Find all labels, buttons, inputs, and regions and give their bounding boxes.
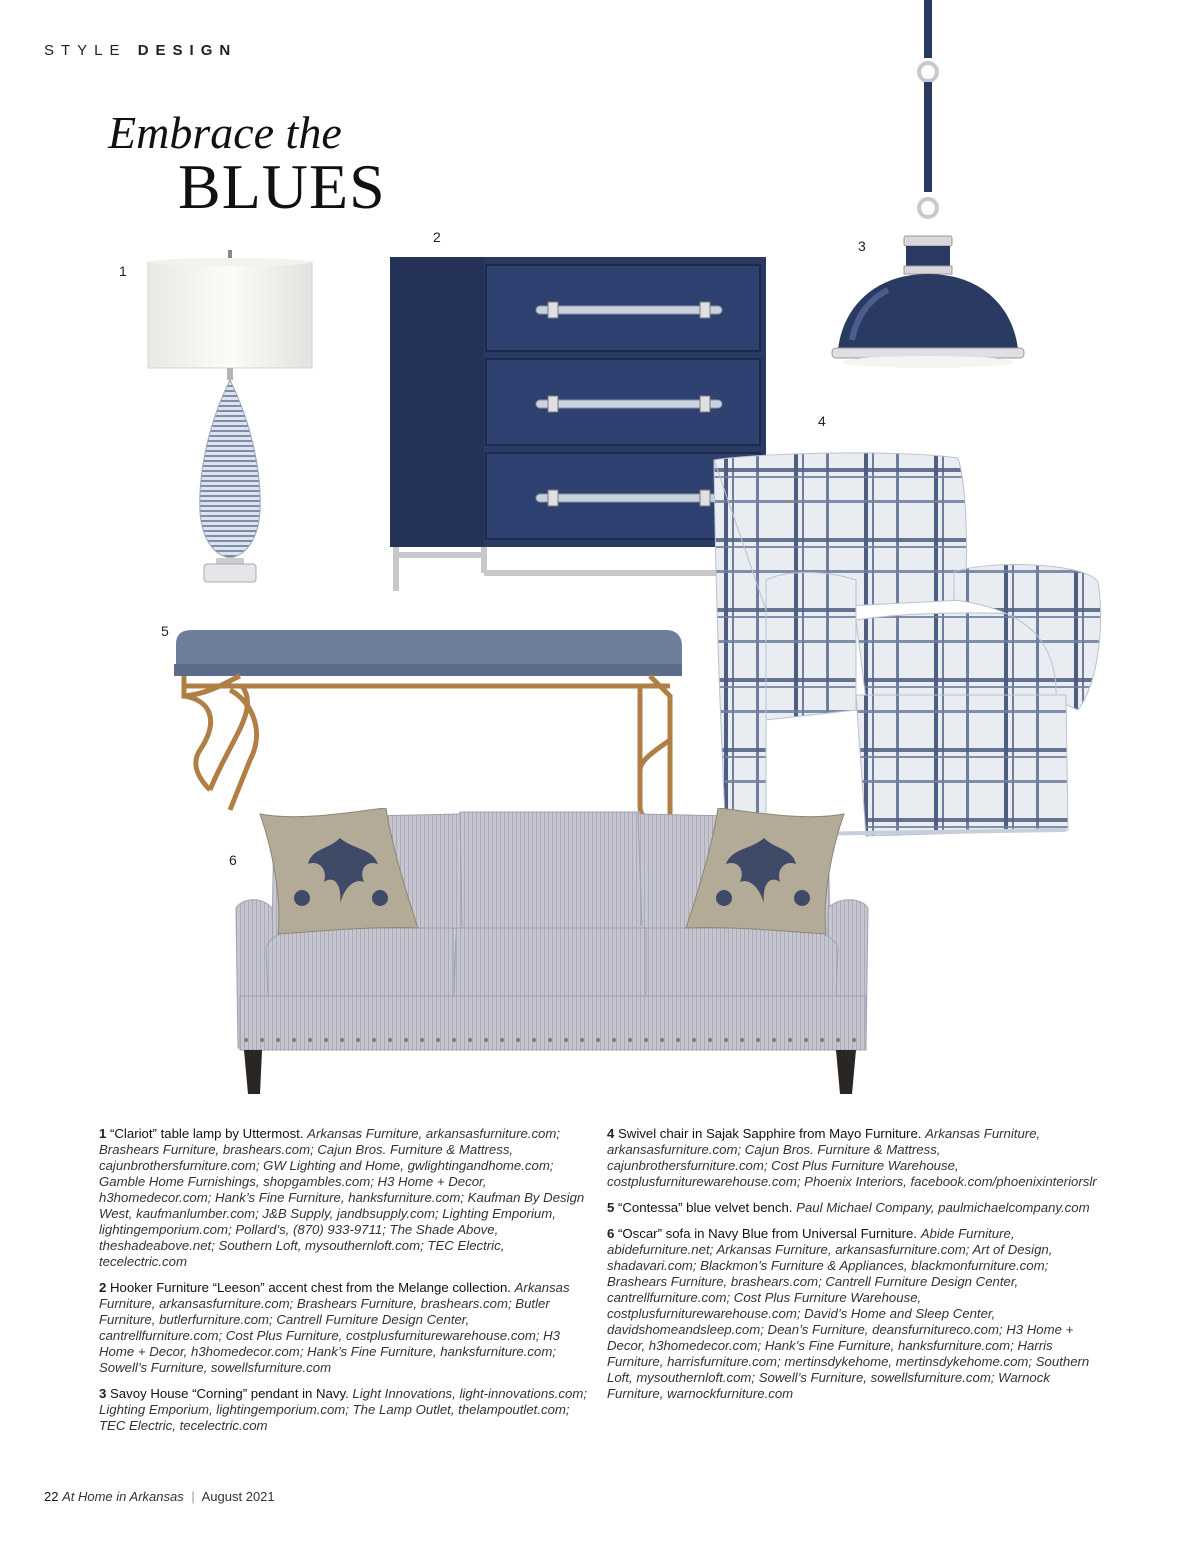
pendant-light-image [828, 0, 1028, 372]
swivel-chair-image [706, 450, 1106, 846]
caption-1-retailers: Arkansas Furniture, arkansasfurniture.com; Brashears Furniture, brashears.com; Cajun Bros. Furniture & Mattress, cajunbrothersfurniture.com; GW Lighting and Home, gwlightingandhome.com; Gamble Home Furnishings, shopgambles.com; H3 Home + Decor, h3homedecor.com; Hank’s Fine Furniture, hanksfurniture.com; Kaufman By Design West, kaufmanlumber.com; J&B Supply, jandbsupply.com; Lighting Emporium, lightingemporium.com; Pollard’s, (870) 933-9711; The Shade Above, theshadeabove.net; Southern Loft, mysouthernloft.com; TEC Electric, tecelectric.com [99, 1126, 585, 1269]
product-number-5: 5 [161, 623, 169, 639]
section-label-light: STYLE [44, 42, 127, 59]
caption-6 [607, 1226, 1102, 1402]
caption-4 [607, 1126, 1102, 1190]
caption-2-retailers: Arkansas Furniture, arkansasfurniture.com; Brashears Furniture, brashears.com; Butler Furniture, butlerfurniture.com; Cantrell Furniture Design Center, cantrellfurniture.com; Cost Plus Furniture, costplusfurniturewarehouse.com; H3 Home + Decor, h3homedecor.com; Hank’s Fine Furniture, hanksfurniture.com; Sowell’s Furniture, sowellsfurniture.com [99, 1280, 570, 1375]
caption-5-retailers: Paul Michael Company, paulmichaelcompany.com [796, 1200, 1090, 1215]
caption-3 [99, 1386, 589, 1434]
caption-4-retailers: Arkansas Furniture, arkansasfurniture.com; Cajun Bros. Furniture & Mattress, cajunbrothersfurniture.com; Cost Plus Furniture Warehouse, costplusfurniturewarehouse.com; Phoenix Interiors, facebook.com/phoenixinteriorslr [607, 1126, 1097, 1189]
caption-1-number: 1 [99, 1126, 107, 1141]
product-number-4: 4 [818, 413, 826, 429]
caption-3-retailers: Light Innovations, light-innovations.com; Lighting Emporium, lightingemporium.com; The Lamp Outlet, thelampoutlet.com; TEC Electric, tecelectric.com [99, 1386, 588, 1433]
velvet-bench-image [170, 620, 686, 820]
captions-left-column [99, 1126, 589, 1444]
caption-3-name: Savoy House “Corning” pendant in Navy. [110, 1386, 349, 1401]
caption-1-name: “Clariot” table lamp by Uttermost. [110, 1126, 304, 1141]
table-lamp-image [140, 250, 320, 590]
product-number-1: 1 [119, 263, 127, 279]
page-title-line1: Embrace the [108, 107, 342, 158]
caption-2 [99, 1280, 589, 1376]
captions-right-column [607, 1126, 1102, 1412]
page-title-line2: BLUES [178, 151, 386, 222]
section-label-bold: DESIGN [137, 42, 238, 59]
sofa-image [232, 808, 872, 1098]
caption-3-number: 3 [99, 1386, 107, 1401]
caption-5-name: “Contessa” blue velvet bench. [618, 1200, 793, 1215]
caption-2-number: 2 [99, 1280, 107, 1295]
caption-5 [607, 1200, 1102, 1216]
caption-6-name: “Oscar” sofa in Navy Blue from Universal Furniture. [618, 1226, 918, 1241]
caption-2-name: Hooker Furniture “Leeson” accent chest from the Melange collection. [110, 1280, 511, 1295]
caption-6-retailers: Abide Furniture, abidefurniture.net; Arkansas Furniture, arkansasfurniture.com; Art of Design, shadavari.com; Blackmon’s Furniture & Appliances, blackmonfurniture.com; Brashears Furniture, brashears.com; Cantrell Furniture Design Center, cantrellfurniture.com; Cost Plus Furniture Warehouse, costplusfurniturewarehouse.com; David’s Home and Sleep Center, davidshomeandsleep.com; Dean’s Furniture, deansfurnitureco.com; H3 Home + Decor, h3homedecor.com; Hank’s Fine Furniture, hanksfurniture.com; Harris Furniture, harrisfurniture.com; mertinsdykehome, mertinsdykehome.com; Southern Loft, mysouthernloft.com; Sowell’s Furniture, sowellsfurniture.com; Warnock Furniture, warnockfurniture.com [607, 1226, 1090, 1401]
section-label [44, 42, 237, 59]
page-number: 22 [44, 1489, 59, 1504]
caption-1 [99, 1126, 589, 1270]
caption-6-number: 6 [607, 1226, 615, 1241]
footer-divider: | [191, 1489, 195, 1504]
product-number-6: 6 [229, 852, 237, 868]
caption-4-number: 4 [607, 1126, 615, 1141]
product-number-3: 3 [858, 238, 866, 254]
caption-4-name: Swivel chair in Sajak Sapphire from Mayo Furniture. [618, 1126, 922, 1141]
page-footer [44, 1489, 275, 1504]
issue-date: August 2021 [201, 1489, 275, 1504]
product-number-2: 2 [433, 229, 441, 245]
magazine-name: At Home in Arkansas [62, 1489, 184, 1504]
caption-5-number: 5 [607, 1200, 615, 1215]
